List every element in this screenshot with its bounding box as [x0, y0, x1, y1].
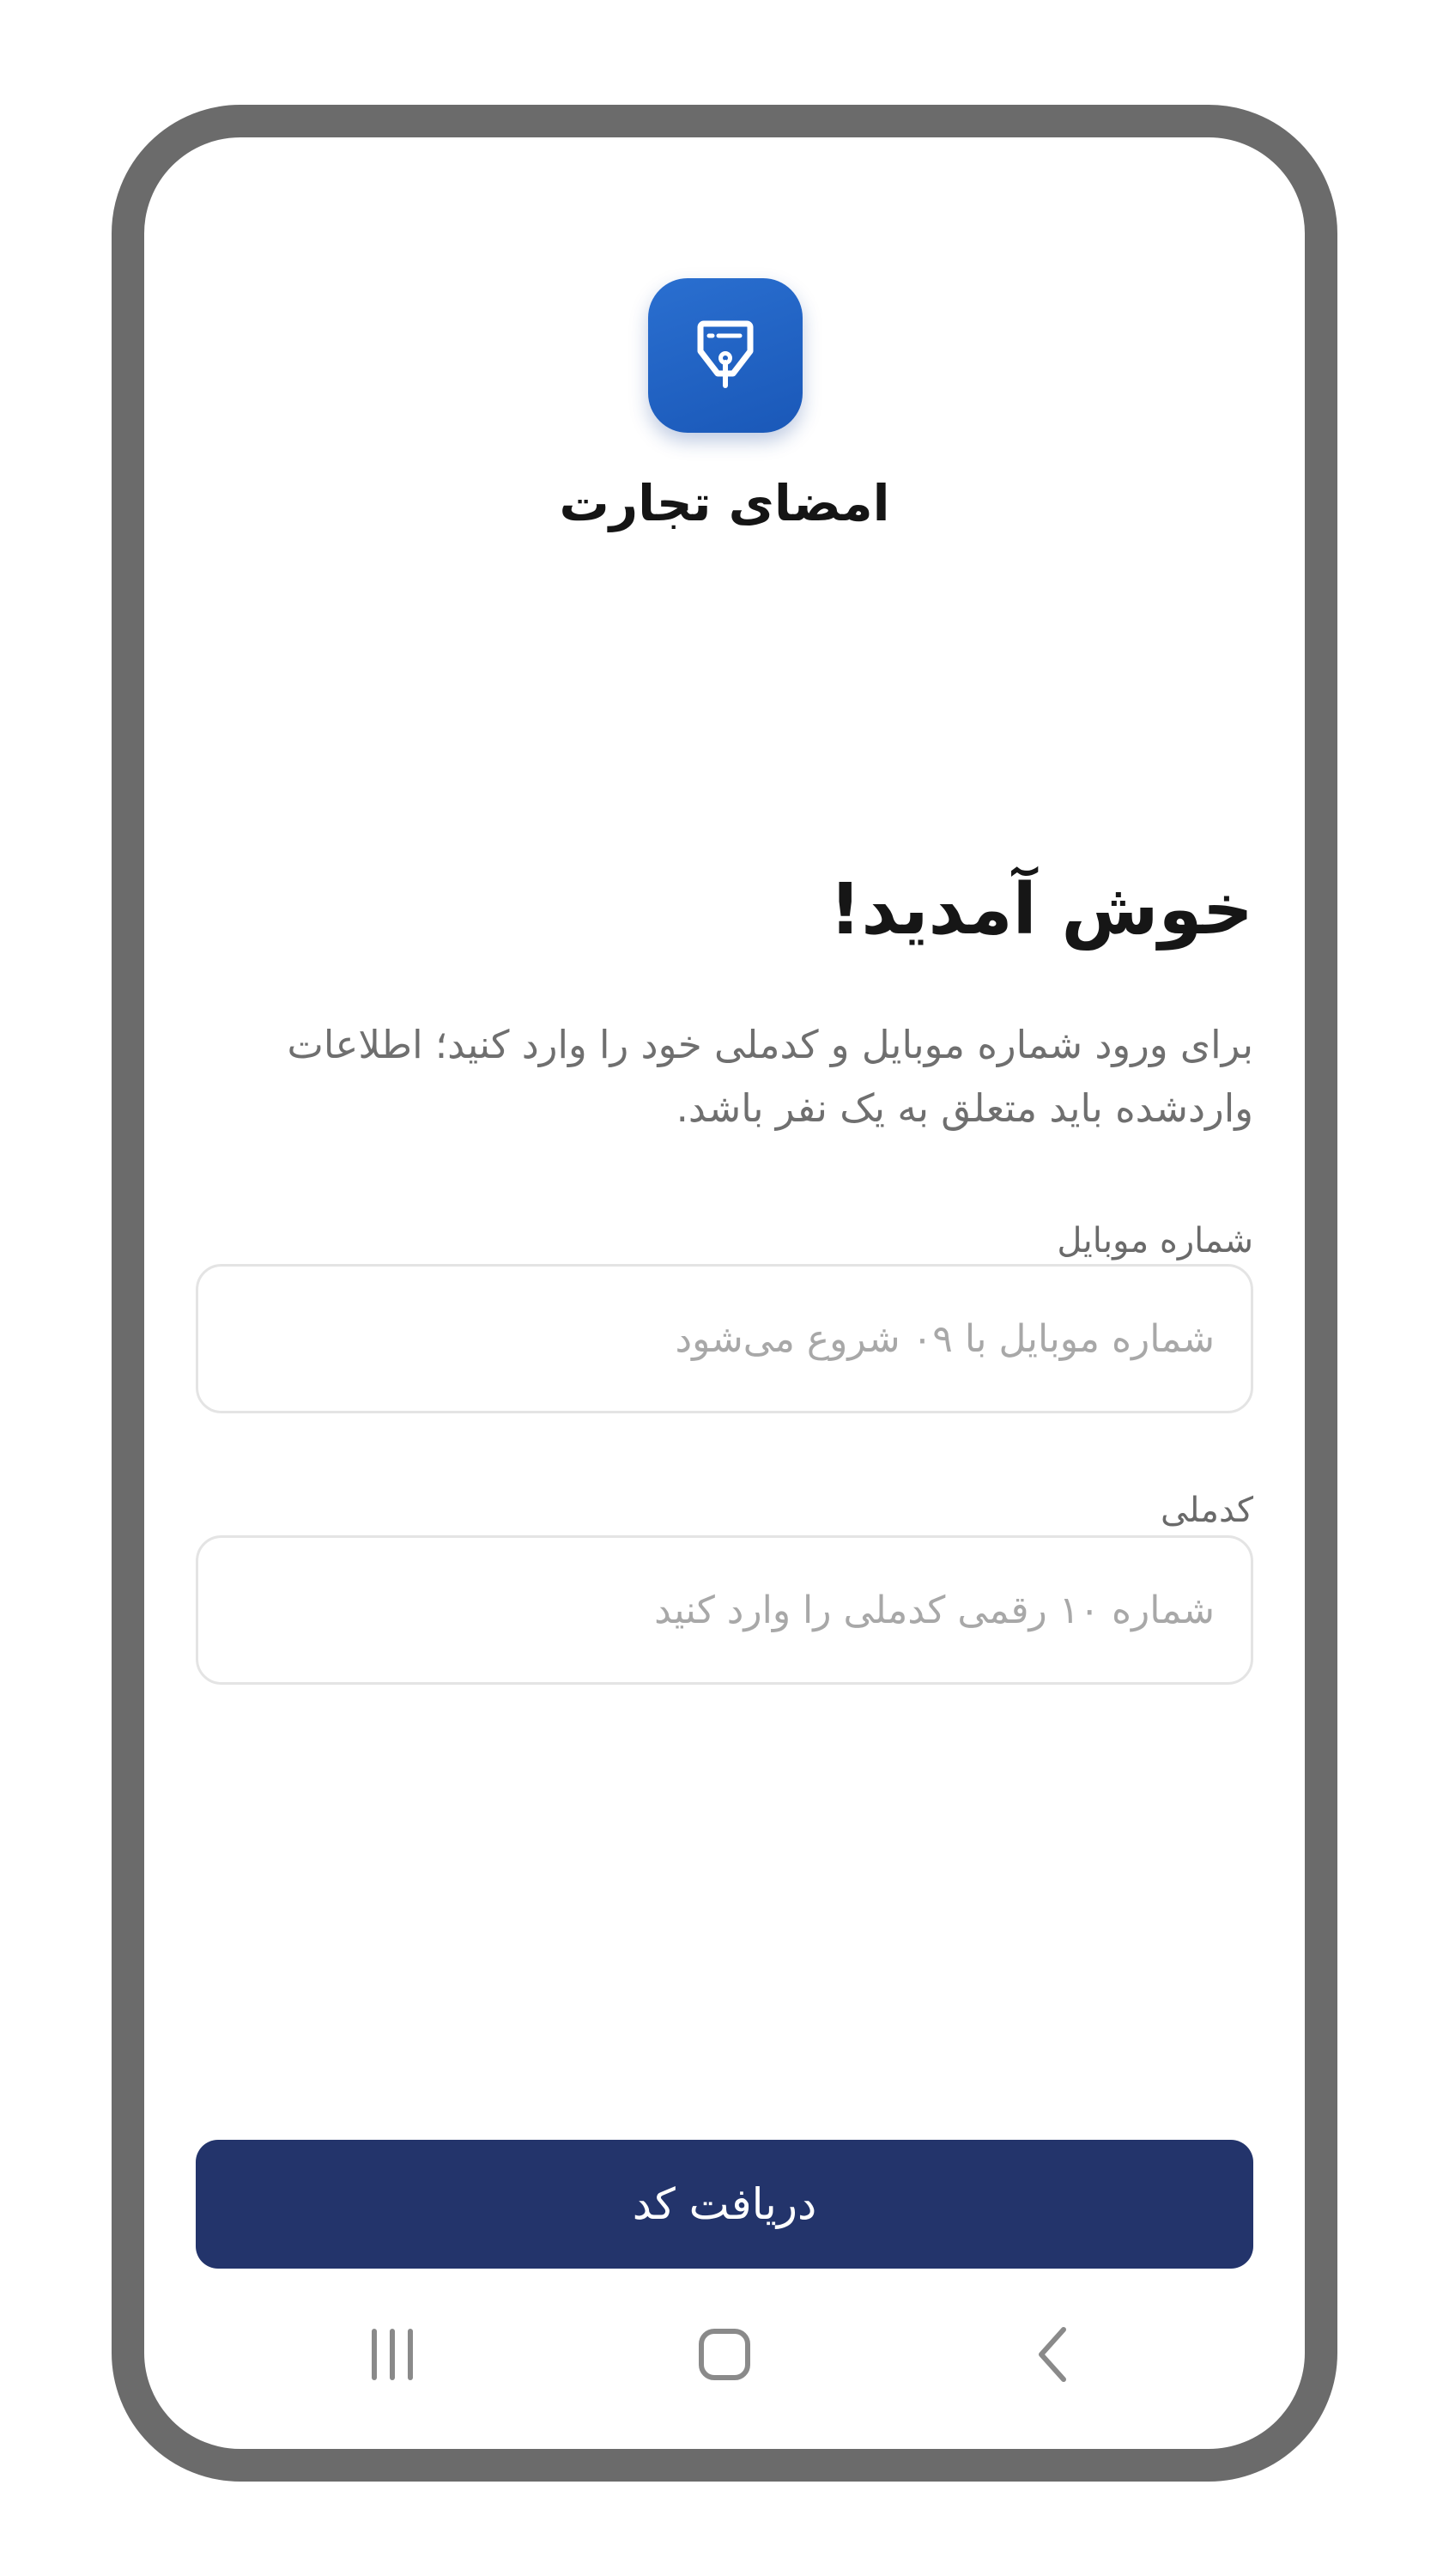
back-button[interactable]	[1003, 2303, 1106, 2406]
home-icon	[694, 2324, 755, 2385]
page-title: خوش آمدید!	[828, 869, 1253, 951]
recents-button[interactable]	[341, 2303, 444, 2406]
get-code-button[interactable]: دریافت کد	[196, 2140, 1253, 2269]
home-button[interactable]	[673, 2303, 776, 2406]
app-logo	[648, 278, 803, 433]
back-icon	[1024, 2324, 1084, 2385]
recents-icon	[362, 2324, 422, 2385]
system-navigation-bar	[144, 2269, 1305, 2449]
app-name: امضای تجارت	[559, 474, 890, 532]
login-screen	[144, 137, 1305, 2449]
mobile-label: شماره موبایل	[1057, 1221, 1253, 1261]
national-id-label: کدملی	[1160, 1491, 1253, 1530]
pen-signature-icon	[695, 317, 755, 394]
page-description: برای ورود شماره موبایل و کدملی خود را وارد کنید؛ اطلاعات واردشده باید متعلق به یک نفر باشد.	[287, 1022, 1253, 1131]
phone-frame	[112, 105, 1337, 2482]
mobile-input[interactable]	[196, 1264, 1253, 1413]
national-id-input[interactable]	[196, 1535, 1253, 1685]
